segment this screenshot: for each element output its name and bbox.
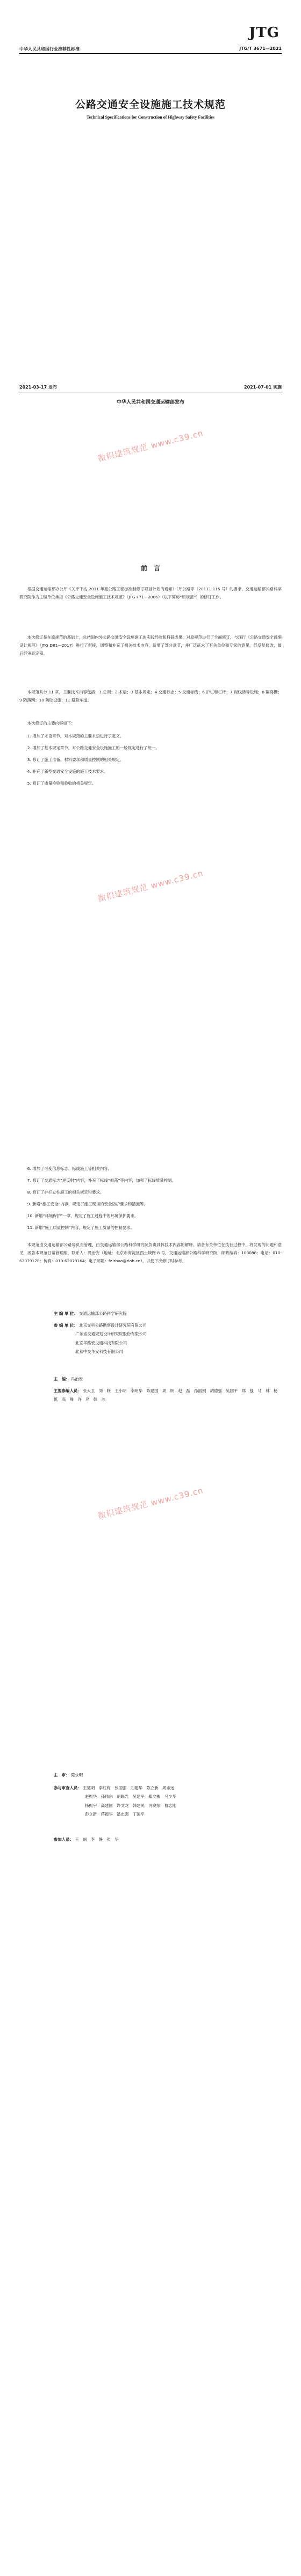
- cover-effective-date: 2021-07-01 实施: [244, 385, 282, 390]
- cover-title-en: Technical Specifications for Construction of Highway Safety Facilities: [87, 115, 214, 120]
- review-members-label: 参与审查人员：: [54, 1785, 82, 1790]
- participating-label: 参 编 单 位：: [54, 1323, 78, 1328]
- review-members: [54, 1784, 282, 1819]
- change-item: 3. 修订了施工准备、材料要求和质量控制的相关规定。: [27, 757, 124, 762]
- change-item: 6. 增加了可变信息标志、标线施工等相关内容。: [27, 1166, 112, 1171]
- foreword-closing: 本规范由交通运输部公路局负责管理，由交通运输部公路科学研究院负责具体技术内容的解释。请各有关单位在执行过程中，将发现的问题和意见，函告本规范日常管理组，联系人：冯治安（地址：北京市海淀区西土城路 8 号，交通运输部公路科学研究院，邮政编码：100088；电话：010-62079178；传真：010-62079164；电子邮箱：fz.zhao@rioh.cn），以便下次修订时参考。: [19, 1242, 282, 1264]
- chief-editor: [54, 1375, 282, 1384]
- change-item: 11. 新增“施工质量控制”内容，规定了施工质量的控制要求。: [27, 1225, 134, 1230]
- cover-standard-code: JTG/T 3671—2021: [239, 46, 282, 51]
- change-item: 5. 修订了质量检验和验收的相关规定。: [27, 781, 96, 786]
- chief-reviewer-label: 主 审：: [54, 1773, 70, 1777]
- review-members-row: 杨振宇 高建国 许文龙 韩建民 冯晓东 曹志刚: [85, 1803, 176, 1808]
- change-item: 1. 增加了术语章节，对本规范的主要术语进行了定义。: [27, 734, 124, 738]
- foreword-paragraph: 本规范共分 11 章，主要技术内容包括：1 总则；2 术语；3 基本规定；4 交通标志；5 交通标线；6 护栏和栏杆；7 视线诱导设施；8 隔离栅；9 防落网；10 防眩设施；11 避险车道。: [19, 690, 282, 703]
- cover-title: 公路交通安全设施施工技术规范: [75, 99, 226, 111]
- foreword-paragraph: 根据交通运输部办公厅《关于下达 2011 年度公路工程标准制修订项目计划的通知》（厅公路字〔2011〕115 号）的要求，交通运输部公路科学研究院作为主编单位承担《公路交通安全设施施工技术规范》（JTG F71—2006）（以下简称“原规范”）的修订工作。: [19, 587, 282, 600]
- change-item: 2. 增加了基本规定章节，对公路交通安全设施施工的一般规定进行了统一。: [27, 745, 160, 750]
- watermark: 微积建筑规范 www.c39.cn: [97, 1485, 205, 1521]
- chief-reviewer-value: 陈永明: [70, 1773, 83, 1777]
- change-item: 8. 修订了护栏立柱施工的相关规定和要求。: [27, 1190, 104, 1195]
- review-members-row: 彭立新 蒋振华 潘志强 丁国平: [85, 1811, 145, 1817]
- cover-category: 中华人民共和国行业推荐性标准: [19, 47, 80, 52]
- foreword-paragraph: 本次修订是在原规范的基础上，总结国内外公路交通安全设施施工的实践经验和科研成果，对原规范进行了全面修订，与现行《公路交通安全设施设计规范》（JTG D81—2017）进行了衔接，调整和补充了相关技术内容，新增了部分章节，并广泛征求了有关单位和专家的意见，经反复修改，最后经审查定稿。: [19, 635, 282, 656]
- participating-units: [54, 1321, 282, 1356]
- cover-logo: JTG: [249, 25, 280, 41]
- chief-reviewer: [54, 1771, 282, 1780]
- watermark: 微积建筑规范 www.c39.cn: [97, 428, 205, 464]
- change-item: 9. 新增“施工安全”内容，规定了施工现场的安全防护要求和措施等。: [27, 1202, 148, 1206]
- participating-unit: 北京华路安交通科技有限公司: [75, 1340, 127, 1345]
- review-members-row: 王德明 李红梅 张国强 刘建华 陈立新 周志远: [83, 1785, 175, 1790]
- change-item: 10. 新增“环境保护”一章，规定了施工过程中的环境保护要求。: [27, 1213, 139, 1218]
- participating-unit: 北京中交华安科技有限公司: [75, 1349, 123, 1354]
- chief-editor-label: 主 编：: [54, 1377, 70, 1381]
- cover-publisher: 中华人民共和国交通运输部发布: [116, 400, 184, 405]
- change-item: 7. 修订了交通标志“逆反射”内容，补充了标线“振荡”等内容，加强了标线质量控制。: [27, 1178, 176, 1183]
- drafters-value: 张大卫 刘 晓 王小明 李明华 陈建国 周 明 赵 磊 孙丽娟 胡德强 吴国平 郑 强 马 林 杨 帆 高 峰 许 亮 韩 冰: [54, 1388, 282, 1402]
- watermark: 微积建筑规范 www.c39.cn: [97, 868, 205, 904]
- cover-issue-date: 2021-03-17 发布: [19, 385, 57, 390]
- changes-intro: 本次修订的主要内容如下：: [27, 721, 75, 726]
- chief-editor-value: 冯治安: [70, 1377, 83, 1381]
- editor-unit-value: 交通运输部公路科学研究院: [79, 1311, 127, 1316]
- admin-label: 参加人员：: [54, 1837, 74, 1842]
- drafters: [54, 1387, 282, 1404]
- editor-unit: [54, 1309, 282, 1318]
- drafters-label: 主要参编人员：: [54, 1388, 82, 1393]
- participating-unit: 广东省交通规划设计研究院股份有限公司: [75, 1331, 147, 1337]
- foreword-heading: 前 言: [140, 565, 160, 572]
- change-item: 4. 补充了新型交通安全设施的施工技术要求。: [27, 769, 108, 774]
- admin-value: 王 丽 李 静 张 华: [75, 1837, 119, 1842]
- editor-unit-label: 主 编 单 位：: [54, 1311, 78, 1316]
- cover-top-rule: [19, 53, 282, 54]
- participating-unit: 北京交科公路勘察设计研究院有限公司: [79, 1323, 147, 1328]
- review-members-row: 赵振华 孙伟东 胡晓光 吴建平 郑文彬 马少华: [85, 1794, 176, 1799]
- admin-staff: [54, 1835, 282, 1844]
